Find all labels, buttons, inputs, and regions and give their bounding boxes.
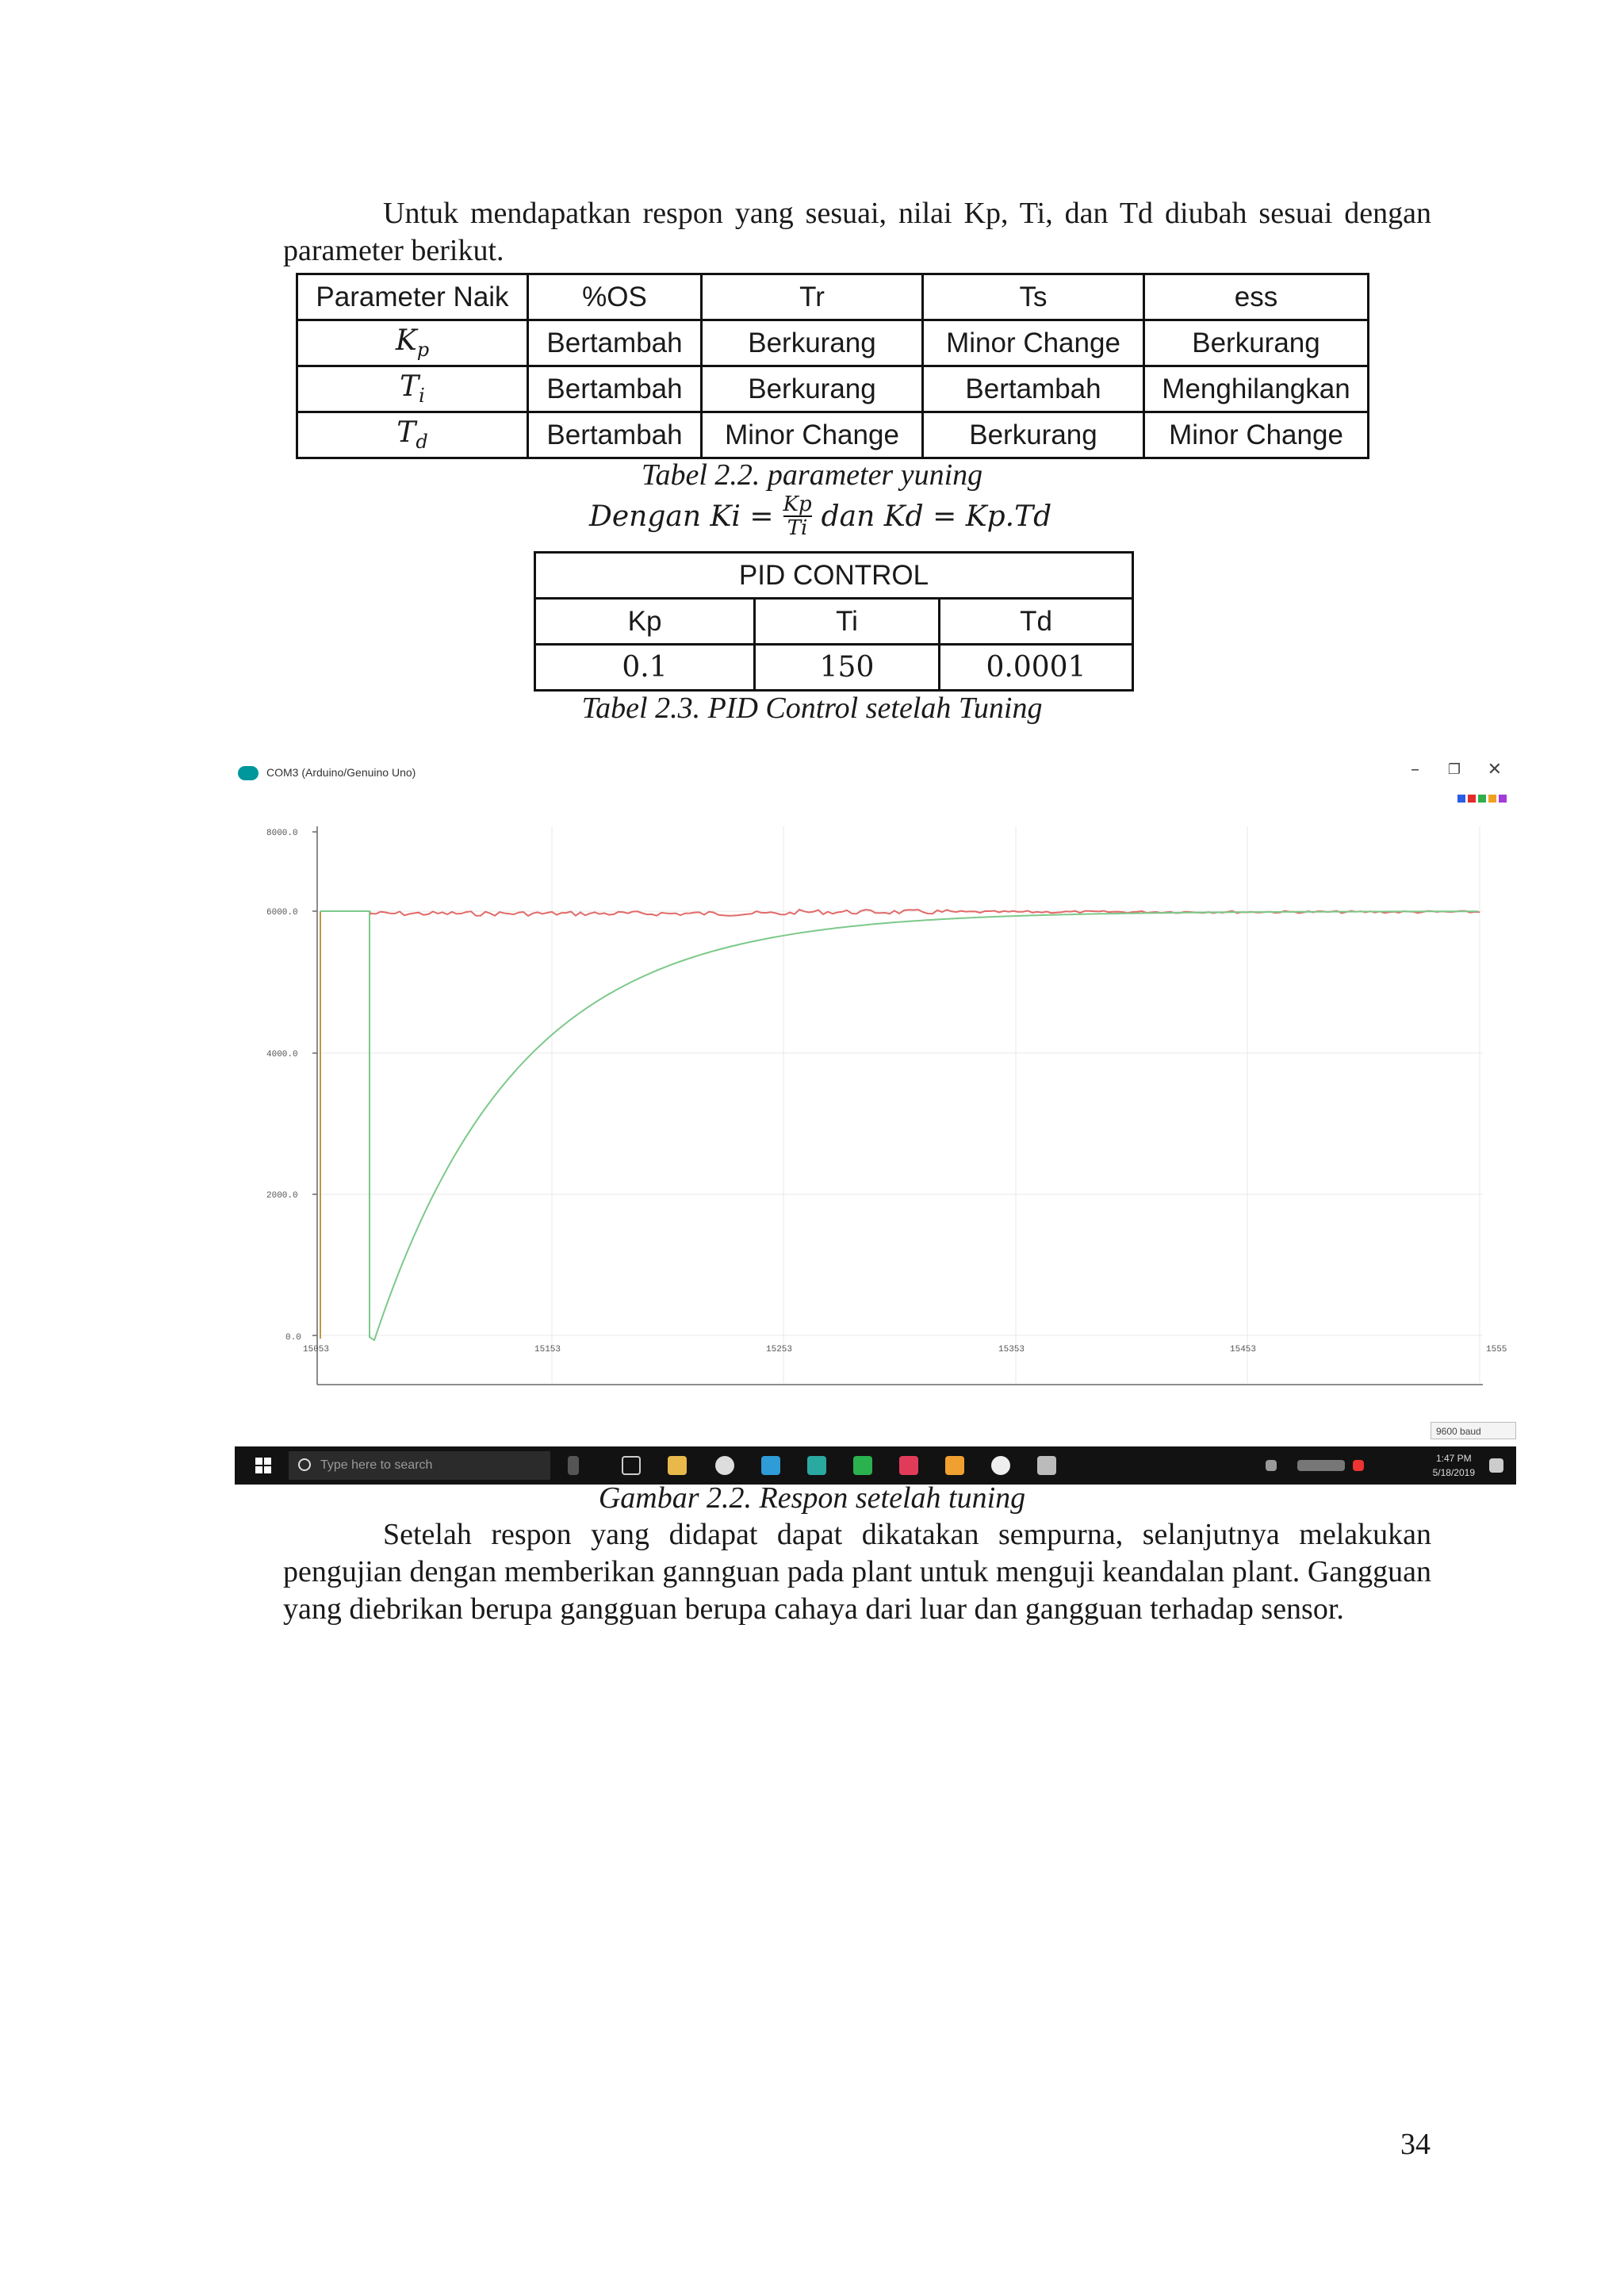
antivirus-icon[interactable] <box>1353 1460 1364 1471</box>
line-icon[interactable] <box>853 1456 872 1475</box>
y-tick-label: 6000.0 <box>266 908 298 918</box>
param-cell: $T_d$ <box>297 412 528 458</box>
fraction-denominator: Ti <box>787 516 808 540</box>
table-cell: Berkurang <box>702 320 923 366</box>
restore-button[interactable]: ❐ <box>1447 761 1461 778</box>
serial-plotter-screenshot <box>235 750 1516 1485</box>
shield-icon[interactable] <box>899 1456 918 1475</box>
formula-lead: Dengan Ki = <box>589 500 774 533</box>
pid-title: PID CONTROL <box>535 553 1133 599</box>
x-tick-label: 15353 <box>998 1345 1025 1354</box>
file-explorer-icon[interactable] <box>668 1456 687 1475</box>
taskbar-search-input[interactable] <box>289 1451 550 1480</box>
table-2-3-caption: Tabel 2.3. PID Control setelah Tuning <box>581 692 1043 725</box>
close-button[interactable]: ✕ <box>1487 760 1502 780</box>
header-cell: Kp <box>535 599 755 645</box>
fraction-numerator: Kp <box>783 492 812 516</box>
taskbar-clock[interactable] <box>1433 1451 1475 1480</box>
table-cell: Bertambah <box>528 366 702 412</box>
table-row <box>297 320 1369 366</box>
header-cell: Tr <box>702 274 923 320</box>
header-cell: %OS <box>528 274 702 320</box>
table-title-row <box>535 553 1133 599</box>
table-cell: Bertambah <box>528 320 702 366</box>
table-cell: Berkurang <box>1144 320 1369 366</box>
window-title: COM3 (Arduino/Genuino Uno) <box>266 766 416 779</box>
ti-value: 150 <box>755 645 940 691</box>
header-cell: Ts <box>923 274 1144 320</box>
y-tick-label: 2000.0 <box>266 1191 298 1201</box>
header-cell: Parameter Naik <box>297 274 528 320</box>
td-value: 0.0001 <box>940 645 1133 691</box>
header-cell: Td <box>940 599 1133 645</box>
fraction <box>783 493 812 539</box>
y-tick-label: 8000.0 <box>266 829 298 838</box>
app-icon[interactable] <box>1037 1456 1056 1475</box>
setpoint-series <box>320 910 1480 916</box>
table-cell: Menghilangkan <box>1144 366 1369 412</box>
table-cell: Minor Change <box>702 412 923 458</box>
x-tick-label: 15053 <box>303 1345 330 1354</box>
ki-kd-formula <box>589 493 1051 539</box>
response-series <box>320 911 1478 1340</box>
y-tick-label: 0.0 <box>285 1333 301 1343</box>
windows-taskbar <box>235 1446 1516 1485</box>
table-cell: Bertambah <box>923 366 1144 412</box>
header-cell: ess <box>1144 274 1369 320</box>
table-cell: Berkurang <box>923 412 1144 458</box>
table-row <box>297 366 1369 412</box>
clock-date: 5/18/2019 <box>1432 1467 1475 1478</box>
mic-icon[interactable] <box>568 1456 579 1475</box>
plot-area <box>235 798 1516 1424</box>
table-header-row <box>535 599 1133 645</box>
table-cell: Bertambah <box>528 412 702 458</box>
people-icon[interactable] <box>1266 1460 1277 1471</box>
clock-time: 1:47 PM <box>1435 1453 1472 1464</box>
browser-icon[interactable] <box>715 1456 734 1475</box>
x-tick-label: 15253 <box>766 1345 793 1354</box>
notification-icon[interactable] <box>1489 1458 1503 1473</box>
window-titlebar <box>235 750 1516 785</box>
table-cell: Minor Change <box>923 320 1144 366</box>
table-2-2-caption: Tabel 2.2. parameter yuning <box>641 458 983 492</box>
intro-paragraph: Untuk mendapatkan respon yang sesuai, nilai Kp, Ti, dan Td diubah sesuai dengan parameter berikut. <box>283 197 1431 267</box>
y-tick-label: 4000.0 <box>266 1050 298 1059</box>
task-view-icon[interactable] <box>622 1456 641 1475</box>
kp-value: 0.1 <box>535 645 755 691</box>
search-icon <box>298 1458 311 1471</box>
parameter-table <box>296 273 1369 459</box>
param-cell: $K_p$ <box>297 320 528 366</box>
closing-paragraph: Setelah respon yang didapat dapat dikatakan sempurna, selanjutnya melakukan pengujian dengan memberikan gannguan pada plant untuk menguji keandalan plant. Gangguan yang diebrikan berupa gangguan berupa cahaya dari luar dan gangguan terhadap sensor. <box>283 1518 1431 1626</box>
formula-tail: dan Kd = Kp.Td <box>821 500 1052 533</box>
param-cell: $T_i$ <box>297 366 528 412</box>
table-cell: Minor Change <box>1144 412 1369 458</box>
figure-2-2-caption: Gambar 2.2. Respon setelah tuning <box>598 1481 1026 1515</box>
baud-select[interactable]: 9600 baud <box>1431 1422 1516 1439</box>
xbox-icon[interactable] <box>991 1456 1010 1475</box>
store-icon[interactable] <box>945 1456 964 1475</box>
pid-control-table <box>534 551 1134 692</box>
windows-start-icon[interactable] <box>255 1458 271 1473</box>
minimize-button[interactable]: – <box>1411 760 1419 780</box>
x-tick-label: 15153 <box>534 1345 561 1354</box>
search-placeholder: Type here to search <box>320 1458 433 1472</box>
arduino-ide-icon[interactable] <box>761 1456 780 1475</box>
x-tick-label: 15453 <box>1230 1345 1257 1354</box>
table-row <box>535 645 1133 691</box>
x-tick-label: 1555 <box>1486 1345 1507 1354</box>
header-cell: Ti <box>755 599 940 645</box>
arduino-app-icon[interactable] <box>807 1456 826 1475</box>
table-header-row <box>297 274 1369 320</box>
page-number: 34 <box>1400 2128 1431 2161</box>
arduino-icon <box>238 766 259 780</box>
table-cell: Berkurang <box>702 366 923 412</box>
table-row <box>297 412 1369 458</box>
tray-icons[interactable] <box>1297 1460 1345 1471</box>
